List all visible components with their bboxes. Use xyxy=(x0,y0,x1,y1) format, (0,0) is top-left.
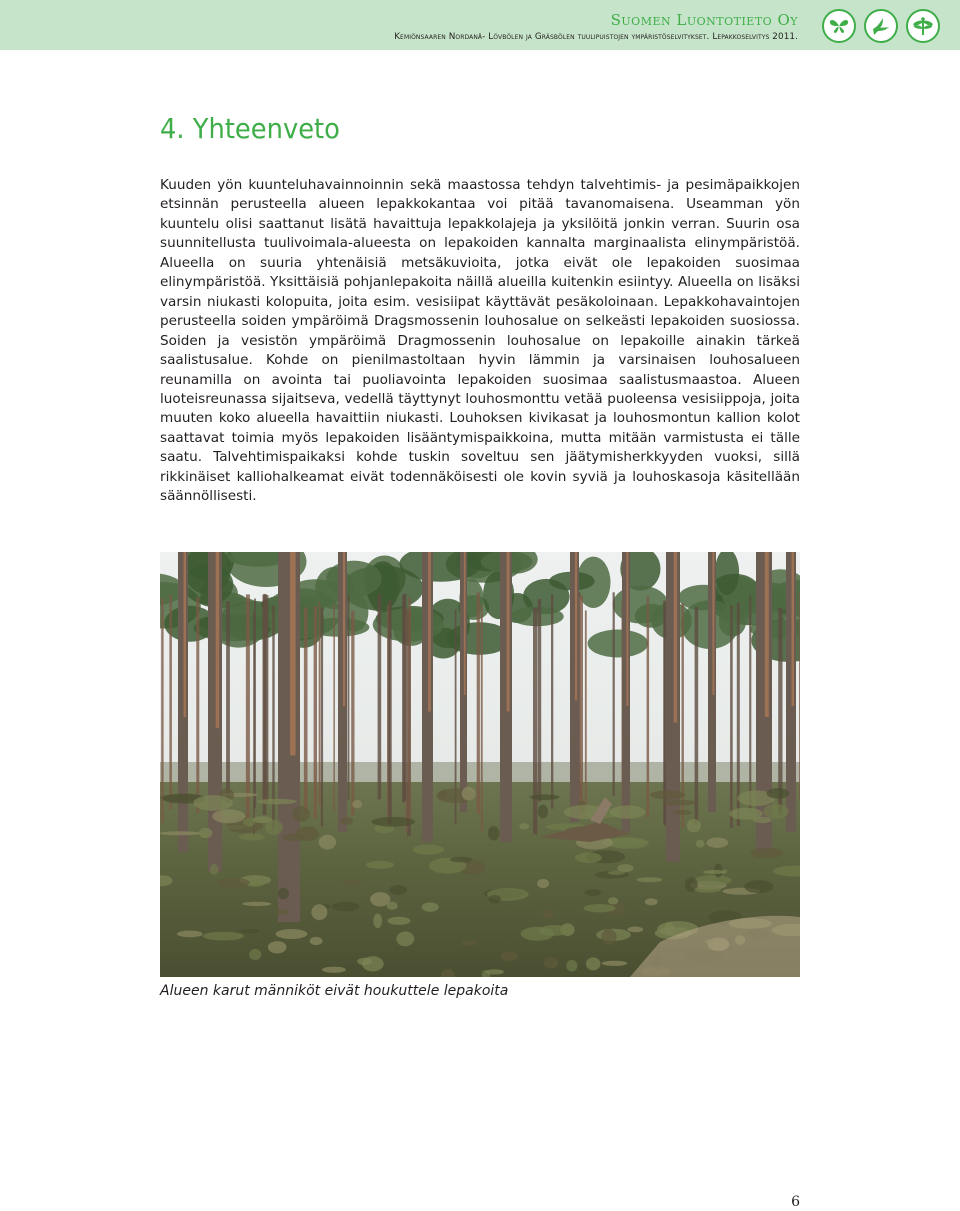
company-name: Suomen Luontotieto Oy xyxy=(610,11,798,29)
dragonfly-icon xyxy=(906,9,940,43)
page-header xyxy=(0,0,960,50)
forest-photo xyxy=(160,552,800,977)
report-title: Kemiönsaaren Nordanå- Lövbölen ja Gräsbölen tuulipuistojen ympäristöselvitykset. Lepakkoselvitys 2011. xyxy=(394,32,798,42)
page-number: 6 xyxy=(791,1194,800,1210)
bird-icon xyxy=(864,9,898,43)
section-heading: 4. Yhteenveto xyxy=(160,112,340,145)
photo-caption: Alueen karut männiköt eivät houkuttele lepakoita xyxy=(160,983,509,999)
butterfly-icon xyxy=(822,9,856,43)
summary-paragraph: Kuuden yön kuunteluhavainnoinnin sekä maastossa tehdyn talvehtimis- ja pesimäpaikkojen etsinnän perusteella alueen lepakkokantaa voi pitää tavanomaisena. Useamman yön kuuntelu olisi saattanut lisätä havaittuja lepakkolajeja ja yksilöitä jonkin verran. Suurin osa suunnitellusta tuulivoimala-alueesta on lepakoiden kannalta marginaalista elinympäristöä. Alueella on suuria yhtenäisiä metsäkuvioita, jotka eivät ole lepakoiden suosimaa elinympäristöä. Yksittäisiä pohjanlepakoita näillä alueilla kuitenkin esiintyy. Alueella on lisäksi varsin niukasti kolopuita, joita esim. vesisiipat käyttävät pesäkoloinaan. Lepakkohavaintojen perusteella soiden ympäröimä Dragsmossenin louhosalue on selkeästi lepakoiden suosiossa. Soiden ja vesistön ympäröimä Dragmossenin louhosalue on lepakoille ainakin tärkeä saalistusalue. Kohde on pienilmastoltaan hyvin lämmin ja varsinaisen louhosalueen reunamilla on avointa tai puoliavointa lepakoiden suosimaa saalistusmaastoa. Alueen luoteisreunassa sijaitseva, vedellä täyttynyt louhosmonttu vetää puoleensa vesisiippoja, joita muuten koko alueella havaittiin niukasti. Louhoksen kivikasat ja louhosmontun kallion kolot saattavat toimia myös lepakoiden lisääntymispaikkoina, mutta mitään varmistusta ei tälle saatu. Talvehtimispaikaksi kohde tuskin soveltuu sen jäätymisherkkyyden vuoksi, sillä rikkinäiset kalliohalkeamat eivät todennäköisesti ole kovin syviä ja louhoskasoja käsitellään säännöllisesti. xyxy=(160,177,800,505)
